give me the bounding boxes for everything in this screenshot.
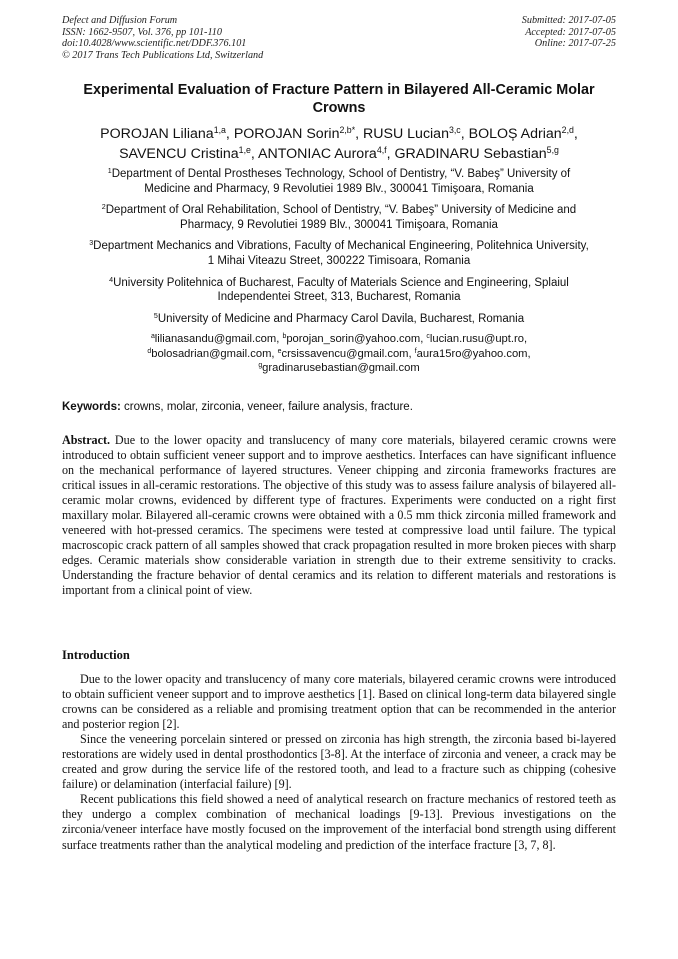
- affiliation-line: University of Medicine and Pharmacy Carol Davila, Bucharest, Romania: [157, 312, 525, 325]
- email-address: lucian.rusu@upt.ro: [429, 333, 524, 345]
- accepted-date: Accepted: 2017-07-05: [525, 26, 616, 38]
- affiliation-number: 2: [101, 203, 106, 212]
- affiliation: [62, 276, 616, 305]
- email-mark: e: [277, 347, 282, 355]
- affiliation-number: 5: [153, 311, 158, 320]
- author-line: [40, 144, 638, 164]
- email-mark: f: [414, 347, 417, 355]
- email-mark: a: [150, 333, 155, 341]
- email-address: gradinarusebastian@gmail.com: [262, 362, 420, 375]
- affiliation-line: Department of Oral Rehabilitation, School of Dentistry, “V. Babeş” University of Medicine and: [105, 204, 577, 217]
- publication-dates: [522, 15, 616, 50]
- email-mark: c: [426, 333, 430, 341]
- abstract-text: Due to the lower opacity and translucency of many core materials, bilayered ceramic crowns were introduced to obtain sufficient veneer support and to improve aesthetics. Interfaces can have significant influence on the mechanical performance of layered structures. Veneer chipping and zirconia frameworks fractures are critical issues in all-ceramic restorations. The objective of this study was to assess failure analysis of bilayered all-ceramic molar crowns, evidenced by different type of fractures. Experiments were conducted on a right first maxillary molar. Bilayered all-ceramic crowns were obtained with a 0.5 mm thick zirconia milled framework and veneered with hot-pressed ceramics. The specimens were tested at compressive load until failure. The typical macroscopic crack pattern of all samples showed that crack propagation resulted in more broken pieces with sharp edges. Ceramic materials show considerable variation in strength due to their extreme sensitivity to cracks. Understanding the fracture behavior of dental ceramics and its relation to different materials and restorations is important from a clinical point of view.: [62, 433, 616, 598]
- paragraph: Recent publications this field showed a need of analytical research on fracture mechanics of restored teeth as they undergo a complex combination of mechanical loadings [9-13]. Previous investigations on the zirconia/veneer interface have mostly focused on the improvement of the interfacial bond strength using different surface treatments rather than the analytical modeling and prediction of the interface fracture [3, 7, 8].: [62, 792, 616, 852]
- author-affiliation-mark: 1,a: [213, 125, 226, 136]
- journal-info: [62, 15, 263, 61]
- author-affiliation-mark: 3,c: [448, 125, 461, 136]
- affiliation-line: Independentei Street, 313, Bucharest, Romania: [217, 291, 461, 304]
- affiliation-number: 3: [89, 239, 94, 248]
- email-address: porojan_sorin@yahoo.com: [286, 333, 421, 345]
- email-address: bolosadrian@gmail.com: [151, 347, 272, 360]
- affiliation-line: University Politehnica of Bucharest, Faculty of Materials Science and Engineering, Splaiul: [113, 276, 569, 289]
- email-line: [62, 361, 616, 376]
- author-name: GRADINARU Sebastian: [394, 146, 547, 162]
- author-separator: ,: [250, 146, 259, 162]
- email-address: crsissavencu@gmail.com: [281, 347, 409, 360]
- author-name: POROJAN Sorin: [233, 126, 340, 142]
- email-mark: d: [147, 347, 152, 355]
- email-mark: g: [258, 362, 263, 370]
- affiliation: [62, 203, 616, 232]
- author-affiliation-mark: 4,f: [376, 145, 387, 156]
- affiliation-number: 1: [107, 167, 112, 176]
- author-list: [40, 124, 638, 164]
- author-separator: ,: [225, 126, 234, 142]
- submitted-date: Submitted: 2017-07-05: [521, 15, 616, 26]
- journal-name: Defect and Diffusion Forum: [62, 15, 178, 26]
- author-separator: ,: [573, 126, 578, 142]
- author-affiliation-mark: 5,g: [546, 145, 559, 156]
- email-address: lilianasandu@gmail.com: [154, 333, 277, 345]
- abstract: [62, 433, 616, 599]
- email-line: $^d$bolosadrian@gmail.com, $^e$crsissavencu@gmail.com, $^f$aura15ro@yahoo.com,: [147, 347, 531, 360]
- affiliation-line: Medicine and Pharmacy, 9 Revolutiei 1989 Blv., 300041 Timişoara, Romania: [144, 182, 534, 195]
- journal-copyright: © 2017 Trans Tech Publications Ltd, Switzerland: [62, 49, 264, 61]
- keywords: [62, 400, 616, 414]
- author-name: ANTONIAC Aurora: [258, 146, 377, 162]
- affiliation-number: 4: [109, 275, 114, 284]
- author-affiliation-mark: 2,d: [561, 125, 574, 136]
- abstract-label: Abstract.: [62, 433, 111, 447]
- author-name: SAVENCU Cristina: [119, 146, 239, 162]
- affiliation-line: Department Mechanics and Vibrations, Faculty of Mechanical Engineering, Politehnica University,: [93, 240, 589, 253]
- email-address: aura15ro@yahoo.com: [416, 347, 528, 360]
- journal-doi: doi:10.4028/www.scientific.net/DDF.376.101: [62, 38, 247, 50]
- author-name: POROJAN Liliana: [100, 126, 214, 142]
- paragraph: Due to the lower opacity and translucency of many core materials, bilayered ceramic crowns were introduced to obtain sufficient veneer support and to improve aesthetics [1]. Based on clinical long-term data bilayered single crowns can be considered as a reliable and promising treatment option that can be recommended in the anterior and posterior region [2].: [62, 672, 616, 732]
- author-line: [40, 124, 638, 144]
- introduction-body: [62, 672, 616, 853]
- author-affiliation-mark: 2,b*: [339, 125, 356, 136]
- author-affiliation-mark: 1,e: [238, 145, 251, 156]
- email-line: $^a$lilianasandu@gmail.com, $^b$porojan_sorin@yahoo.com, $^c$lucian.rusu@upt.ro,: [150, 333, 528, 345]
- email-mark: b: [282, 333, 287, 341]
- affiliation-line: Pharmacy, 9 Revolutiei 1989 Blv., 300041 Timişoara, Romania: [180, 218, 498, 231]
- affiliation: [62, 239, 616, 268]
- keywords-text: crowns, molar, zirconia, veneer, failure analysis, fracture.: [124, 401, 413, 413]
- author-separator: ,: [460, 126, 469, 142]
- online-date: Online: 2017-07-25: [534, 38, 616, 50]
- paper-title: Experimental Evaluation of Fracture Pattern in Bilayered All-Ceramic Molar Crowns: [83, 82, 595, 116]
- affiliation-line: Department of Dental Prostheses Technology, School of Dentistry, “V. Babeş” University of: [111, 168, 571, 180]
- affiliation-line: 1 Mihai Viteazu Street, 300222 Timisoara, Romania: [207, 254, 471, 267]
- section-heading: Introduction: [62, 648, 130, 662]
- author-separator: ,: [355, 126, 364, 142]
- author-separator: ,: [386, 146, 395, 162]
- journal-issn: ISSN: 1662-9507, Vol. 376, pp 101-110: [62, 26, 222, 38]
- keywords-label: Keywords:: [62, 401, 121, 413]
- affiliation: [62, 167, 616, 196]
- paragraph: Since the veneering porcelain sintered or pressed on zirconia has high strength, the zirconia based bi-layered restorations are widely used in dental prosthodontics [3-8]. At the interface of zirconia and veneer, a crack may be created and grow during the service life of the restored tooth, and lead to a fracture such as chipping (cohesive failure) or delamination (interfacial failure) [9].: [62, 732, 616, 792]
- affiliation: [62, 312, 616, 327]
- author-name: RUSU Lucian: [363, 126, 449, 142]
- affiliation-list: [62, 167, 616, 333]
- email-list: [62, 332, 616, 376]
- author-name: BOLOȘ Adrian: [468, 126, 562, 142]
